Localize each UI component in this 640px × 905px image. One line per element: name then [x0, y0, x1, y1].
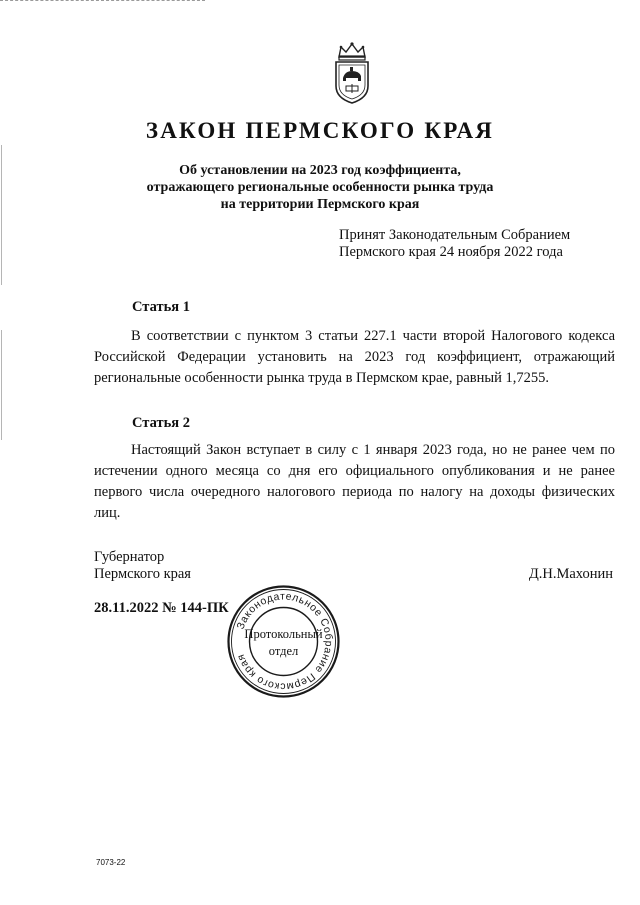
article-1-text: В соответствии с пунктом 3 статьи 227.1 части второй Налогового кодекса Российской Федерации установить на 2023 год коэффициент, отражающий региональные особенности рынка труда в Пермском крае, равный 1,7255. [94, 328, 615, 386]
seal-inner-line: Протокольный [244, 627, 323, 641]
article-1-body [94, 326, 615, 389]
seal-ring-text: Законодательное Собрание Пермского края [234, 590, 335, 693]
article-1-heading: Статья 1 [132, 299, 190, 315]
adoption-line: Принят Законодательным Собранием [339, 227, 571, 243]
subtitle-line: на территории Пермского края [220, 197, 420, 212]
signer-title-line: Губернатор [94, 549, 165, 565]
adoption-note [339, 227, 570, 261]
coat-of-arms-icon [331, 40, 373, 104]
article-2-body [94, 440, 615, 524]
signer-name: Д.Н.Махонин [528, 566, 613, 582]
subtitle-line: Об установлении на 2023 год коэффициента, [179, 163, 461, 178]
adoption-line: Пермского края 24 ноября 2022 года [339, 244, 563, 260]
signer-title [94, 549, 191, 583]
scan-artifact-left [1, 330, 2, 440]
round-seal-icon [226, 584, 341, 699]
scan-artifact-top [0, 0, 205, 1]
signer-title-line: Пермского края [94, 566, 191, 582]
seal-inner-line: отдел [268, 644, 299, 658]
document-code: 7073-22 [96, 858, 126, 867]
law-title: ЗАКОН ПЕРМСКОГО КРАЯ [145, 118, 495, 143]
law-date-number: 28.11.2022 № 144-ПК [94, 600, 229, 616]
article-2-heading: Статья 2 [132, 415, 190, 431]
article-2-text: Настоящий Закон вступает в силу с 1 января 2023 года, но не ранее чем по истечении одного месяца со дня его официального опубликования и не ранее первого числа очередного налогового периода по налогу на доходы физических лиц. [94, 442, 615, 521]
law-subtitle [0, 162, 640, 213]
subtitle-line: отражающего региональные особенности рынка труда [146, 180, 494, 195]
